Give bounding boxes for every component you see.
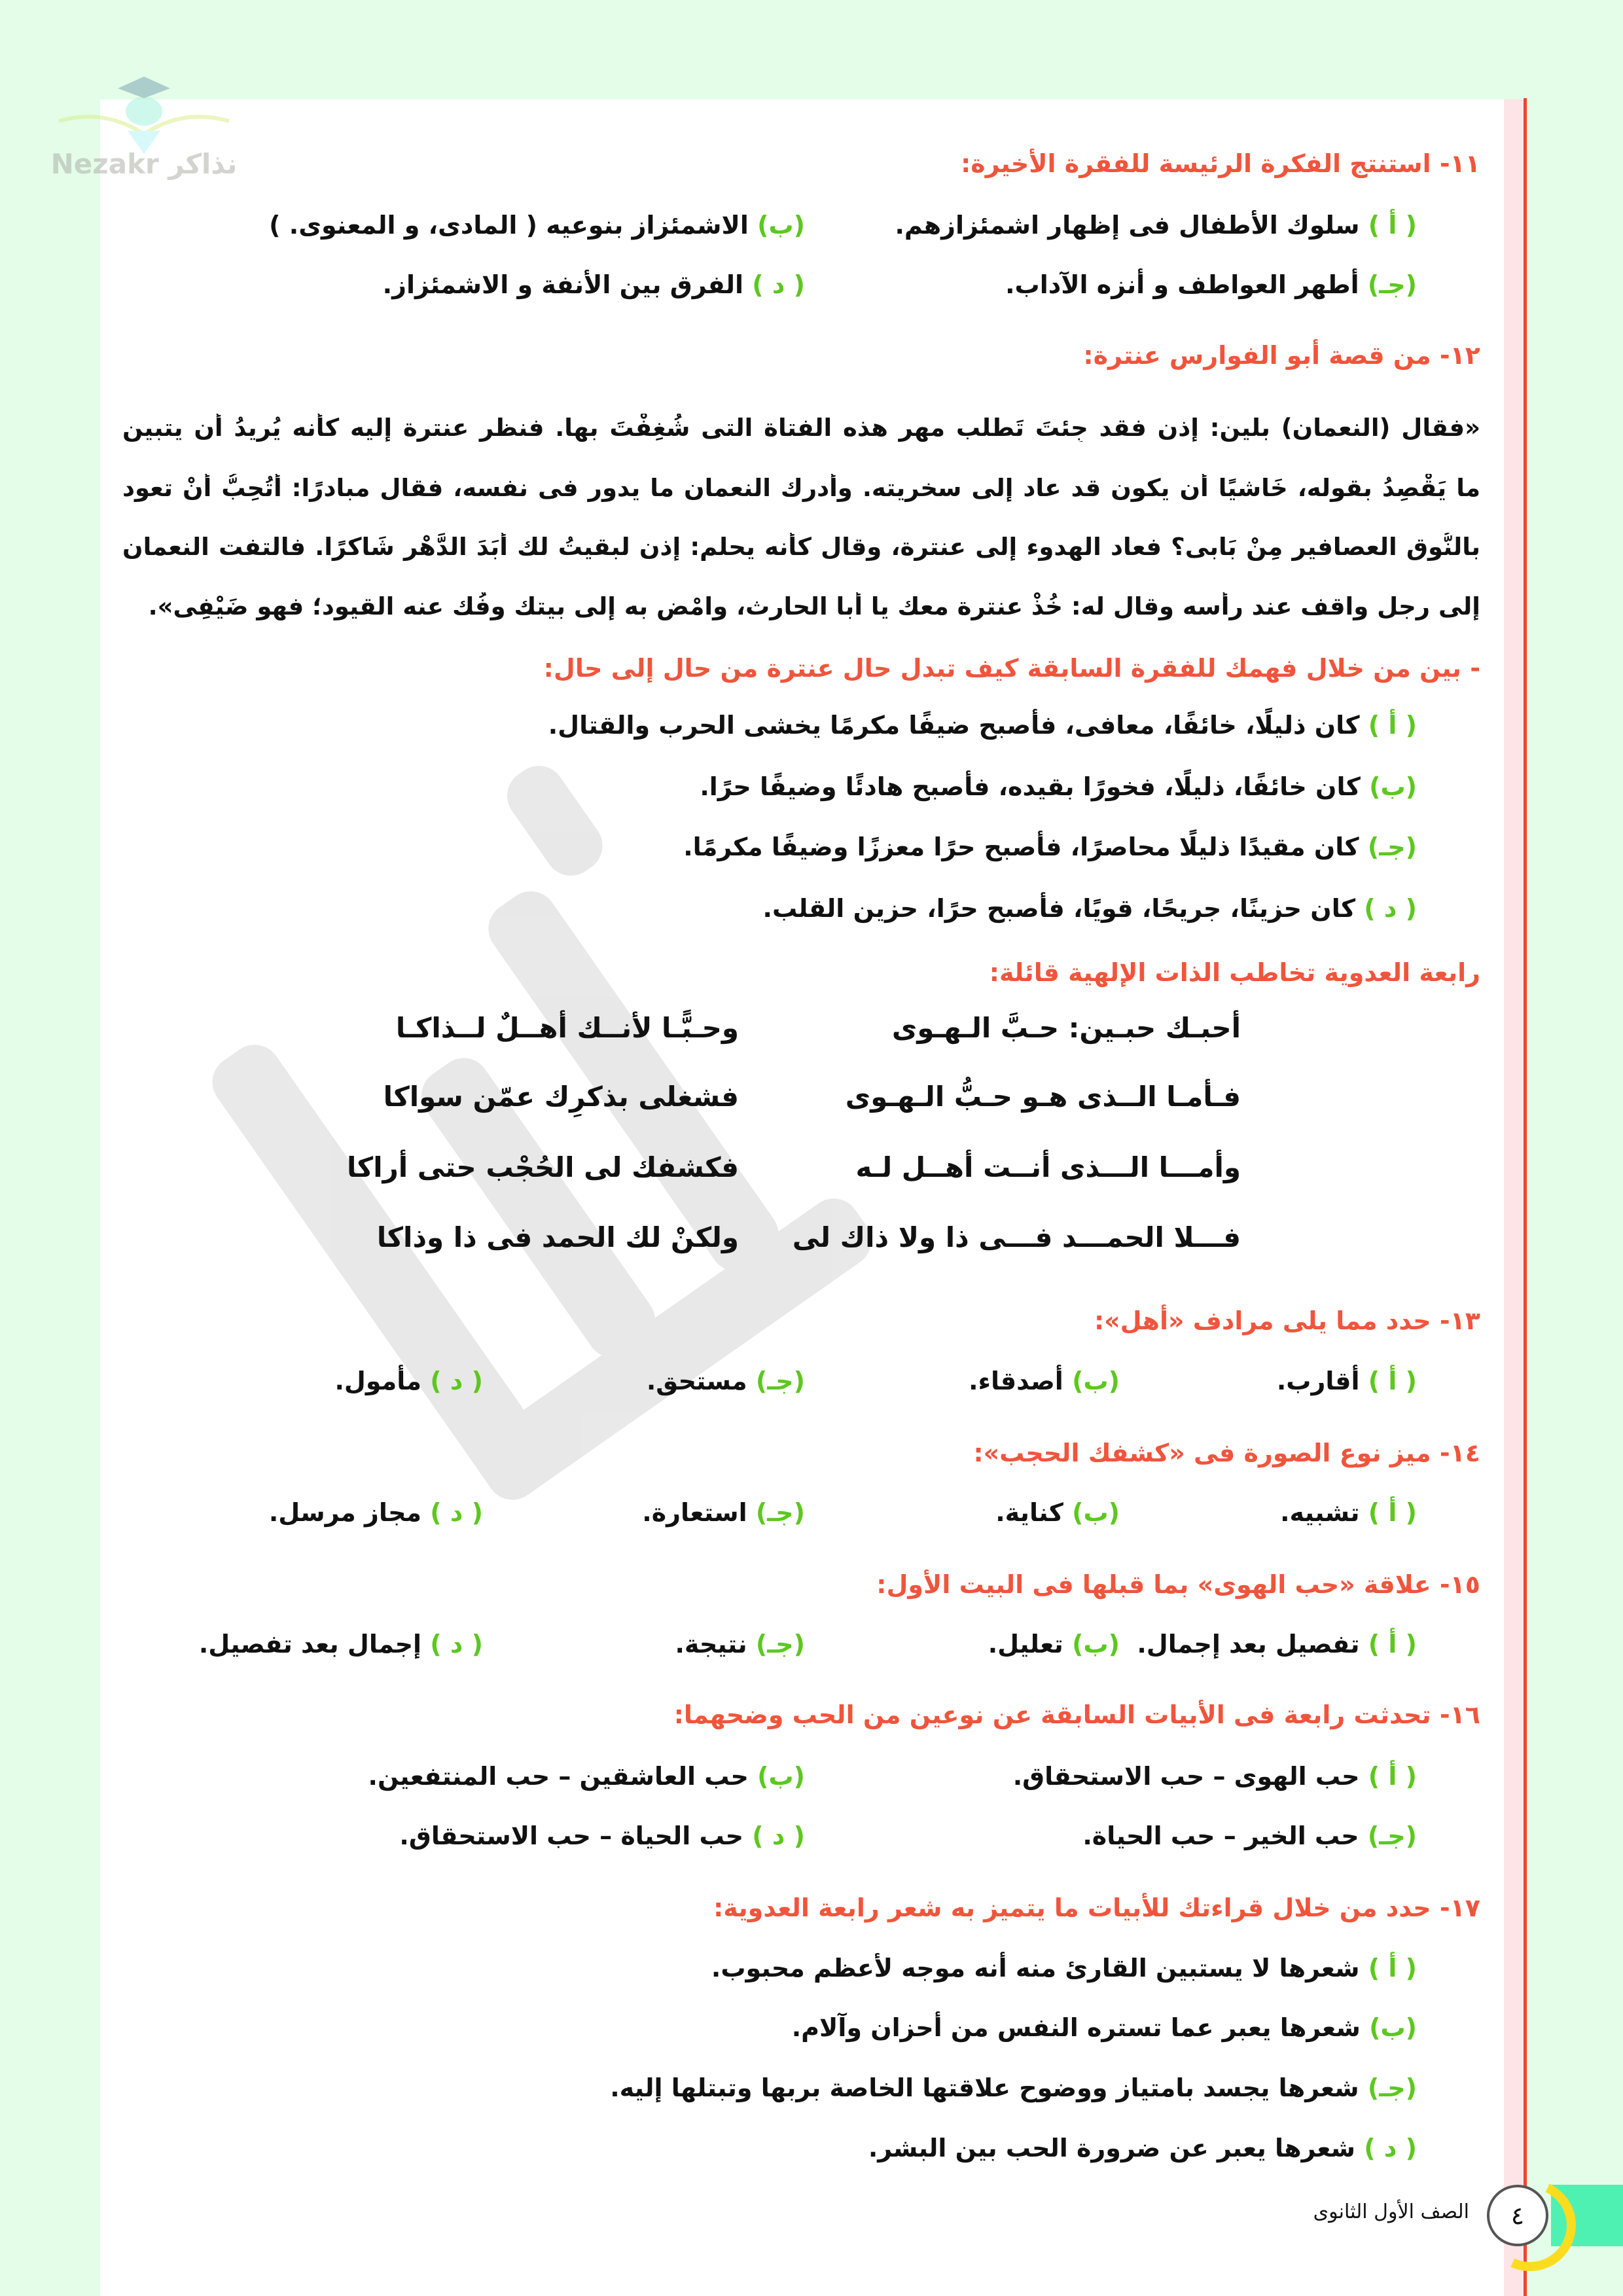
q13-option-b[interactable] [969, 1367, 1120, 1395]
option-text: نتيجة. [675, 1630, 747, 1659]
option-text: كان ذليلًا، خائفًا، معافى، فأصبح ضيفًا مكرمًا يخشى الحرب والقتال. [548, 711, 1360, 740]
option-text: كان مقيدًا ذليلًا محاصرًا، فأصبح حرًا معززًا وضيفًا مكرمًا. [683, 833, 1359, 861]
q14-option-d[interactable] [269, 1498, 483, 1527]
option-text: حب الحياة – حب الاستحقاق. [399, 1821, 744, 1850]
q11-option-c[interactable] [1005, 270, 1417, 299]
option-letter: (ب) [1369, 2013, 1417, 2042]
q12-option-d[interactable] [763, 894, 1417, 923]
q11-title: ١١- استنتج الفكرة الرئيسة للفقرة الأخيرة: [961, 149, 1480, 178]
option-letter: (جـ) [1367, 1821, 1417, 1850]
option-text: تعليل. [988, 1630, 1063, 1659]
q16-option-d[interactable] [399, 1821, 805, 1850]
option-text: شعرها لا يستبين القارئ منه أنه موجه لأعظم محبوب. [711, 1954, 1360, 1982]
q15-option-b[interactable] [988, 1630, 1120, 1659]
option-text: شعرها يجسد بامتياز ووضوح علاقتها الخاصة بربها وتبتلها إليه. [610, 2073, 1359, 2102]
option-text: شعرها يعبر عن ضرورة الحب بين البشر. [868, 2134, 1356, 2162]
option-letter: ( أ ) [1368, 711, 1417, 740]
q17-option-a[interactable] [711, 1954, 1417, 1982]
q14-title: ١٤- ميز نوع الصورة فى «كشفك الحجب»: [973, 1439, 1480, 1467]
option-letter: (جـ) [755, 1498, 805, 1527]
option-text: الفرق بين الأنفة و الاشمئزاز. [382, 270, 744, 299]
q12-option-a[interactable] [548, 711, 1417, 740]
option-letter: ( أ ) [1368, 1954, 1417, 1982]
q11-option-b[interactable] [269, 211, 805, 240]
q11-option-d[interactable] [383, 270, 805, 299]
q16-option-b[interactable] [368, 1762, 805, 1791]
option-letter: ( د ) [430, 1498, 483, 1527]
option-letter: ( أ ) [1368, 1498, 1417, 1527]
option-letter: (ب) [1072, 1367, 1120, 1395]
q17-option-d[interactable] [868, 2134, 1417, 2162]
option-text: شعرها يعبر عما تستره النفس من أحزان وآلام. [791, 2013, 1361, 2042]
nezakr-logo [52, 49, 236, 180]
q14-option-c[interactable] [642, 1498, 805, 1527]
q14-option-b[interactable] [995, 1498, 1120, 1527]
passage-line: «فقال (النعمان) بلين: إذن فقد جِئتَ تَطلب مهر هذه الفتاة التى شُغِفْتَ بها. فنظر عنترة إليه كأنه يُرِيدُ أن يتبين [122, 414, 1480, 442]
passage-line: إلى رجل واقف عند رأسه وقال له: خُذْ عنترة معك يا أبا الحارث، وامْضِ به إلى بيتك وفُك عنه القيود؛ فهو ضَيْفِى». [148, 592, 1480, 620]
option-text: تفصيل بعد إجمال. [1137, 1630, 1360, 1659]
option-text: كناية. [995, 1498, 1063, 1527]
option-letter: (ب) [757, 211, 805, 240]
option-text: كان حزينًا، جريحًا، قويًا، فأصبح حرًا، حزين القلب. [762, 894, 1356, 923]
option-text: أقارب. [1276, 1367, 1360, 1395]
option-text: تشبيه. [1280, 1498, 1360, 1527]
verse-left: وحـبًّـا لأنــك أهــلٌ لــذاكـا [395, 1012, 739, 1044]
verse-left: فكشفك لى الحُجْب حتى أراكا [347, 1151, 739, 1183]
q13-option-c[interactable] [647, 1367, 805, 1395]
margin-line [1524, 98, 1527, 2296]
verse-right: أحبـك حبـين: حـبَّ الـهـوى [891, 1012, 1241, 1044]
q12-sub-question: - بين من خلال فهمك للفقرة السابقة كيف تبدل حال عنترة من حال إلى حال: [543, 654, 1480, 683]
option-letter: (جـ) [1367, 270, 1417, 299]
q16-option-a[interactable] [1013, 1762, 1417, 1791]
option-letter: (ب) [1369, 772, 1417, 801]
option-text: الاشمئزاز بنوعيه ( المادى، و المعنوى. ) [269, 211, 749, 240]
verse-right: وأمـــا الـــذى أنــت أهــل لـه [855, 1151, 1241, 1183]
q15-title: ١٥- علاقة «حب الهوى» بما قبلها فى البيت الأول: [876, 1570, 1480, 1599]
option-letter: ( أ ) [1368, 1630, 1417, 1659]
option-letter: ( أ ) [1368, 1762, 1417, 1791]
option-letter: (جـ) [1367, 833, 1417, 861]
svg-text:Nezakr نذاكر: Nezakr نذاكر [52, 148, 236, 180]
verse-left: فشغلى بذكرِك عمّن سواكا [383, 1081, 739, 1113]
grade-label: الصف الأول الثانوى [1313, 2200, 1469, 2223]
passage-line: ما يَقْصِدُ بقوله، خَاشيًا أن يكون قد عاد إلى سخريته. وأدرك النعمان ما يدور فى نفسه، فقال مبادرًا: أَتُحِبُّ أَنْ تعود [122, 474, 1480, 502]
option-letter: ( د ) [1364, 894, 1417, 923]
q16-option-c[interactable] [1082, 1821, 1417, 1850]
q11-option-a[interactable] [895, 211, 1418, 240]
option-letter: (ب) [1072, 1630, 1120, 1659]
option-text: استعارة. [642, 1498, 747, 1527]
option-letter: ( أ ) [1368, 211, 1417, 240]
option-letter: ( د ) [430, 1630, 483, 1659]
verse-right: فـــلا الحمـــد فـــى ذا ولا ذاك لى [792, 1221, 1241, 1253]
option-letter: ( د ) [1364, 2134, 1417, 2162]
option-text: كان خائفًا، ذليلًا، فخورًا بقيده، فأصبح هادئًا وضيفًا حرًا. [700, 772, 1361, 801]
option-letter: ( د ) [752, 1821, 805, 1850]
q15-option-a[interactable] [1137, 1630, 1417, 1659]
q12-option-c[interactable] [683, 833, 1417, 861]
option-text: مجاز مرسل. [268, 1498, 422, 1527]
q13-title: ١٣- حدد مما يلى مرادف «أهل»: [1094, 1306, 1480, 1335]
q12-option-b[interactable] [700, 772, 1417, 801]
passage-line: بالنُّوقِ العصافير مِنْ بَابى؟ فعاد الهدوء إلى عنترة، وقال كأنه يحلم: إذن لبقيتُ لك أَبَدَ الدَّهْرِ شَاكرًا. فالتفت النعمان [122, 533, 1480, 561]
option-text: مستحق. [646, 1367, 747, 1395]
option-text: إجمال بعد تفصيل. [198, 1630, 422, 1659]
page-number: ٤ [1487, 2185, 1548, 2246]
option-text: أصدقاء. [969, 1367, 1063, 1395]
option-text: سلوك الأطفال فى إظهار اشمئزازهم. [895, 211, 1360, 240]
verse-left: ولكنْ لك الحمد فى ذا وذاكا [376, 1221, 739, 1253]
option-letter: (ب) [757, 1762, 805, 1791]
option-text: أطهر العواطف و أنزه الآداب. [1005, 270, 1359, 299]
q17-option-b[interactable] [792, 2013, 1417, 2042]
q15-option-c[interactable] [675, 1630, 805, 1659]
verse-right: فـأمـا الــذى هـو حـبُّ الـهـوى [845, 1081, 1241, 1113]
option-letter: (ب) [1072, 1498, 1120, 1527]
q17-option-c[interactable] [610, 2073, 1417, 2102]
q13-option-d[interactable] [335, 1367, 484, 1395]
option-letter: (جـ) [755, 1630, 805, 1659]
q12-title: ١٢- من قصة أبو الفوارس عنترة: [1083, 341, 1480, 370]
option-letter: (جـ) [1367, 2073, 1417, 2102]
option-letter: ( د ) [430, 1367, 483, 1395]
option-letter: ( د ) [752, 270, 805, 299]
q17-title: ١٧- حدد من خلال قراءتك للأبيات ما يتميز به شعر رابعة العدوية: [713, 1893, 1480, 1922]
option-text: حب الخير – حب الحياة. [1082, 1821, 1359, 1850]
q16-title: ١٦- تحدثت رابعة فى الأبيات السابقة عن نوعين من الحب وضحهما: [673, 1700, 1480, 1729]
option-letter: (جـ) [755, 1367, 805, 1395]
margin-strip [1504, 99, 1524, 2296]
option-letter: ( أ ) [1368, 1367, 1417, 1395]
option-text: مأمول. [334, 1367, 422, 1395]
q13-option-a[interactable] [1277, 1367, 1417, 1395]
q14-option-a[interactable] [1280, 1498, 1417, 1527]
option-text: حب الهوى – حب الاستحقاق. [1012, 1762, 1360, 1791]
option-text: حب العاشقين – حب المنتفعين. [368, 1762, 749, 1791]
q15-option-d[interactable] [199, 1630, 483, 1659]
poem-intro: رابعة العدوية تخاطب الذات الإلهية قائلة: [989, 958, 1480, 987]
